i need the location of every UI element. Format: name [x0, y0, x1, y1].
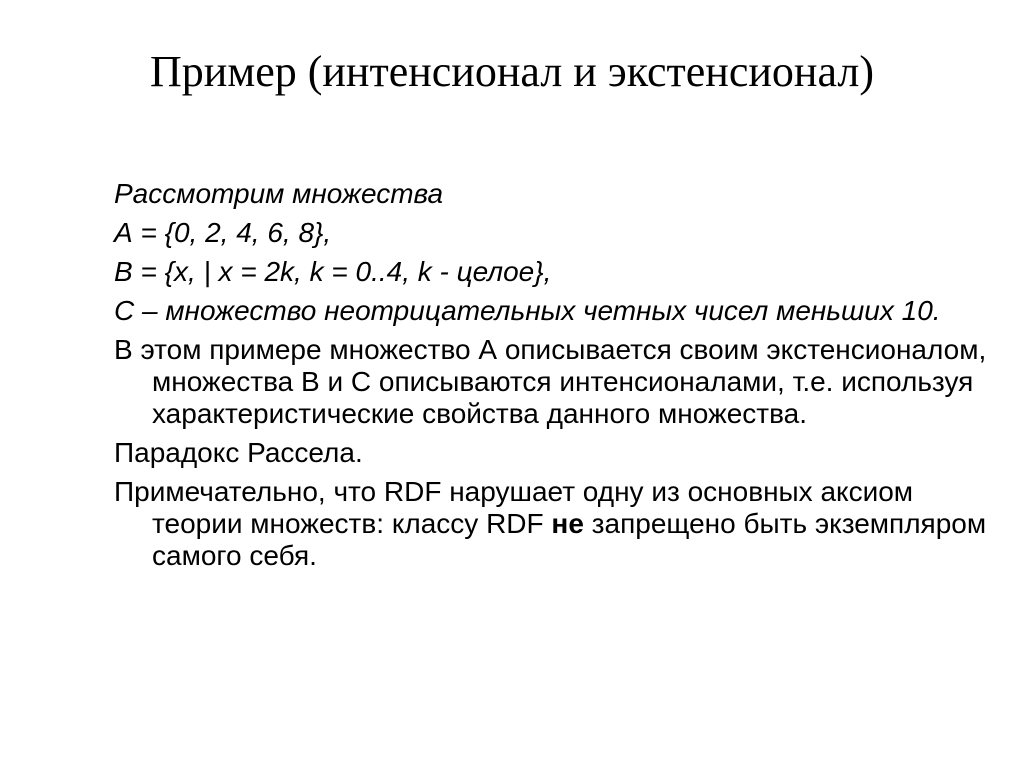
rdf-note-text-start: Примечательно, что RDF нарушает одну из основных аксиом теории множеств: классу RDF [114, 476, 914, 539]
extension-intension-explanation: В этом примере множество А описывается своим экстенсионалом, множества В и С описываются интенсионалами, т.е. используя характеристические свойства данного множества. [114, 334, 987, 429]
slide-title: Пример (интенсионал и экстенсионал) [150, 47, 874, 96]
russell-paradox-line: Парадокс Рассела. [114, 437, 363, 468]
set-a-definition: А = {0, 2, 4, 6, 8}, [114, 217, 332, 248]
rdf-note-text-end: запрещено быть экземпляром самого себя. [152, 508, 987, 571]
slide-body [114, 178, 994, 579]
set-c-definition: С – множество неотрицательных четных чисел меньших 10. [114, 295, 941, 326]
consider-sets-line: Рассмотрим множества [114, 178, 444, 209]
set-b-definition: В = {х, | х = 2k, k = 0..4, k - целое}, [114, 256, 552, 287]
rdf-note-emphasis: не [551, 508, 584, 539]
rdf-note [114, 476, 994, 572]
